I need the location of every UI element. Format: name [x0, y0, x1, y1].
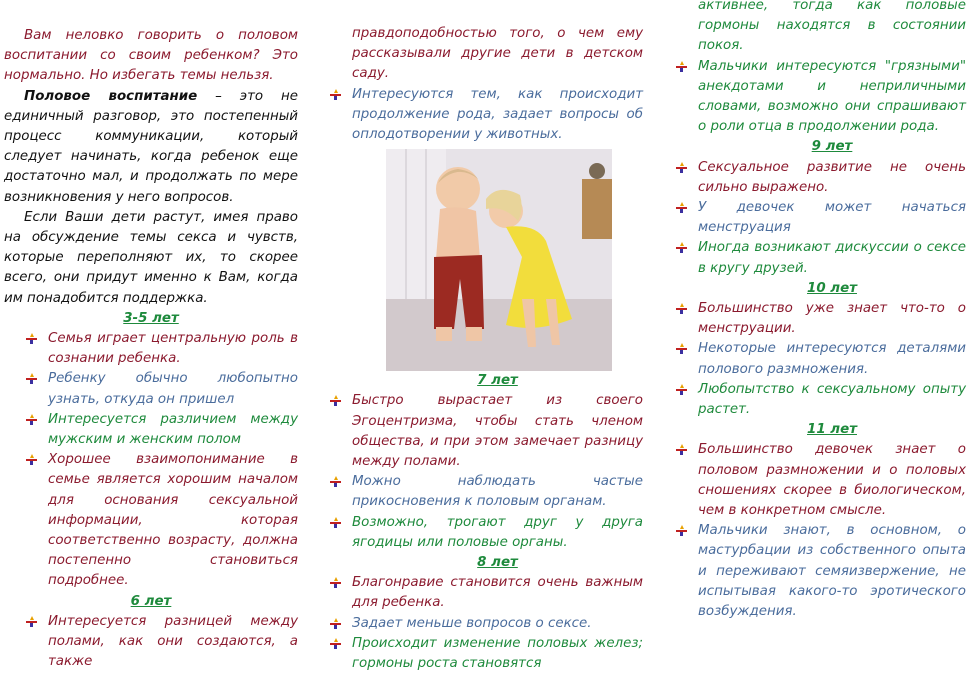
intro-paragraph: Вам неловко говорить о половом воспитании со своим ребенком? Это нормально. Но избегать темы нельзя. — [4, 28, 298, 84]
bullet-icon — [330, 618, 341, 629]
list-item: Сексуальное развитие не очень сильно выражено. — [698, 158, 966, 198]
list-item: Хорошее взаимопонимание в семье является хорошим началом для основания сексуальной информации, которая соответственно возрасту, должна постепенно становиться подробнее. — [48, 450, 298, 591]
bullet-icon — [676, 525, 687, 536]
continued-list-right — [698, 0, 966, 137]
age-list-10 — [698, 299, 966, 420]
list-item: Мальчики знают, в основном, о мастурбации из собственного опыта и переживают семяизвержение, не испытывая какого-то эротического возбуждения. — [698, 521, 966, 622]
list-item: Задает меньше вопросов о сексе. — [352, 614, 643, 634]
bullet-icon — [26, 454, 37, 465]
column-left — [4, 26, 298, 673]
bullet-icon — [676, 61, 687, 72]
list-item: Можно наблюдать частые прикосновения к половым органам. — [352, 472, 643, 512]
definition-text: – это не единичный разговор, это постепенный процесс коммуникации, который следует начинать, когда ребенок еще достаточно мал, и продолжать по мере возникновения у него вопросов. — [4, 88, 298, 205]
list-item: Большинство уже знает что-то о менструации. — [698, 299, 966, 339]
list-item: Любопытство к сексуальному опыту растет. — [698, 380, 966, 420]
list-item: Интересуется различием между мужским и женским полом — [48, 410, 298, 450]
list-item: У девочек может начаться менструация — [698, 198, 966, 238]
list-item: Иногда возникают дискуссии о сексе в кругу друзей. — [698, 238, 966, 278]
age-heading-8: 8 лет — [477, 555, 518, 571]
list-item: Некоторые интересуются деталями полового размножения. — [698, 339, 966, 379]
age-list-7 — [352, 391, 643, 553]
column-middle — [352, 24, 643, 674]
bullet-icon — [676, 444, 687, 455]
children-photo — [386, 149, 612, 371]
list-item: Происходит изменение половых желез; гормоны роста становятся — [352, 634, 643, 674]
list-item: Большинство девочек знает о половом размножении и о половых сношениях скорее в биологическом, чем в конкретном смысле. — [698, 440, 966, 521]
list-item-continued: активнее, тогда как половые гормоны находятся в состоянии покоя. — [698, 0, 966, 54]
age-list-11 — [698, 440, 966, 622]
continued-list — [352, 24, 643, 145]
list-item: Семья играет центральную роль в сознании ребенка. — [48, 329, 298, 369]
age-list-6 — [4, 612, 298, 673]
bullet-icon — [676, 384, 687, 395]
bullet-icon — [330, 395, 341, 406]
age-heading-7: 7 лет — [477, 373, 518, 389]
bullet-icon — [330, 89, 341, 100]
age-list-8 — [352, 573, 643, 674]
age-heading-11: 11 лет — [807, 422, 857, 438]
bullet-icon — [330, 577, 341, 588]
definition-paragraph — [4, 87, 298, 208]
list-item: Мальчики интересуются "грязными" анекдотами и неприличными словами, возможно они спрашивают о роли отца в продолжении рода. — [698, 57, 966, 138]
list-item-continued: правдоподобностью того, о чем ему рассказывали другие дети в детском саду. — [352, 26, 643, 82]
bullet-icon — [676, 303, 687, 314]
list-item: Возможно, трогают друг у друга ягодицы или половые органы. — [352, 513, 643, 553]
list-item: Благонравие становится очень важным для ребенка. — [352, 573, 643, 613]
bullet-icon — [330, 638, 341, 649]
bullet-icon — [676, 202, 687, 213]
bullet-icon — [676, 162, 687, 173]
age-heading-6: 6 лет — [130, 593, 172, 609]
bullet-icon — [26, 414, 37, 425]
bullet-icon — [330, 476, 341, 487]
list-item: Интересуется разницей между полами, как они создаются, а также — [48, 612, 298, 673]
age-heading-10: 10 лет — [807, 280, 857, 296]
column-right — [698, 0, 966, 622]
bullet-icon — [330, 517, 341, 528]
age-heading-9: 9 лет — [811, 139, 853, 155]
list-item: Быстро вырастает из своего Эгоцентризма, чтобы стать членом общества, и при этом замечает разницу между полами. — [352, 391, 643, 472]
age-list-9 — [698, 158, 966, 279]
bullet-icon — [676, 242, 687, 253]
list-item: Интересуются тем, как происходит продолжение рода, задает вопросы об оплодотворении у животных. — [352, 85, 643, 146]
bullet-icon — [676, 343, 687, 354]
support-paragraph: Если Ваши дети растут, имея право на обсуждение темы секса и чувств, которые переполняют их, то скорее всего, они придут именно к Вам, когда им понадобится поддержка. — [4, 209, 298, 306]
age-heading-3-5: 3-5 лет — [123, 310, 179, 326]
bullet-icon — [26, 616, 37, 627]
age-list-3-5 — [4, 329, 298, 592]
definition-term: Половое воспитание — [24, 88, 198, 104]
bullet-icon — [26, 333, 37, 344]
bullet-icon — [26, 373, 37, 384]
list-item: Ребенку обычно любопытно узнать, откуда он пришел — [48, 369, 298, 409]
